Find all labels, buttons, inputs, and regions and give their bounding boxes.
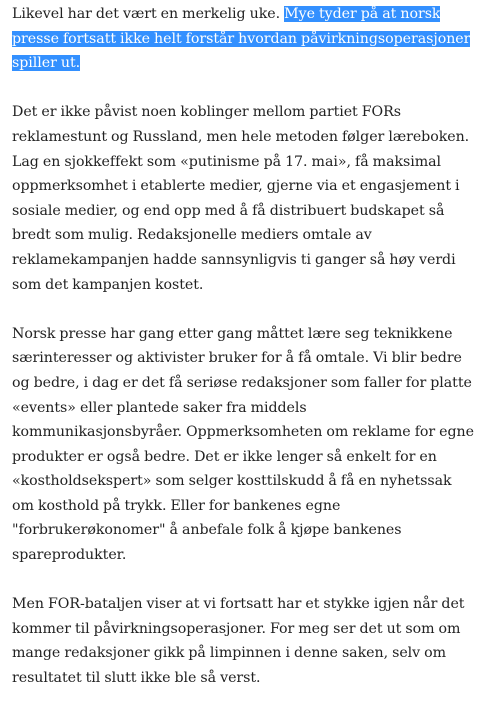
article-paragraph-1 (12, 2, 474, 76)
article-body (12, 0, 474, 715)
article-paragraph-2: Det er ikke påvist noen koblinger mellom partiet FORs reklamestunt og Russland, men hele metoden følger læreboken. Lag en sjokkeffekt som «putinisme på 17. mai», få maksimal oppmerksomhet i etablerte medier, gjerne via et engasjement i sosiale medier, og end opp med å få distribuert budskapet så bredt som mulig. Redaksjonelle mediers omtale av reklamekampanjen hadde sannsynligvis ti ganger så høy verdi som det kampanjen kostet. (12, 104, 470, 293)
paragraph-1-text: Likevel har det vært en merkelig uke. (12, 6, 285, 22)
article-paragraph-3: Norsk presse har gang etter gang måttet lære seg teknikkene særinteresser og aktivister bruker for å få omtale. Vi blir bedre og bedre, i dag er det få seriøse redaksjoner som faller for platte «events» eller plantede saker fra middels kommunikasjonsbyråer. Oppmerksomheten om reklame for egne produkter er også bedre. Det er ikke lenger så enkelt for en «kostholdsekspert» som selger kosttilskudd å få en nyhetssak om kosthold på trykk. Eller for bankenes egne "forbrukerøkonomer" å anbefale folk å kjøpe bankenes spareprodukter. (12, 325, 474, 564)
selected-text-highlight[interactable]: Mye tyder på at norsk presse fortsatt ikke helt forstår hvordan påvirkningsoperasjoner spiller ut. (12, 6, 471, 72)
article-paragraph-4: Men FOR-bataljen viser at vi fortsatt har et stykke igjen når det kommer til påvirkningsoperasjoner. For meg ser det ut som om mange redaksjoner gikk på limpinnen i denne saken, selv om resultatet til slutt ikke ble så verst. (12, 596, 465, 687)
